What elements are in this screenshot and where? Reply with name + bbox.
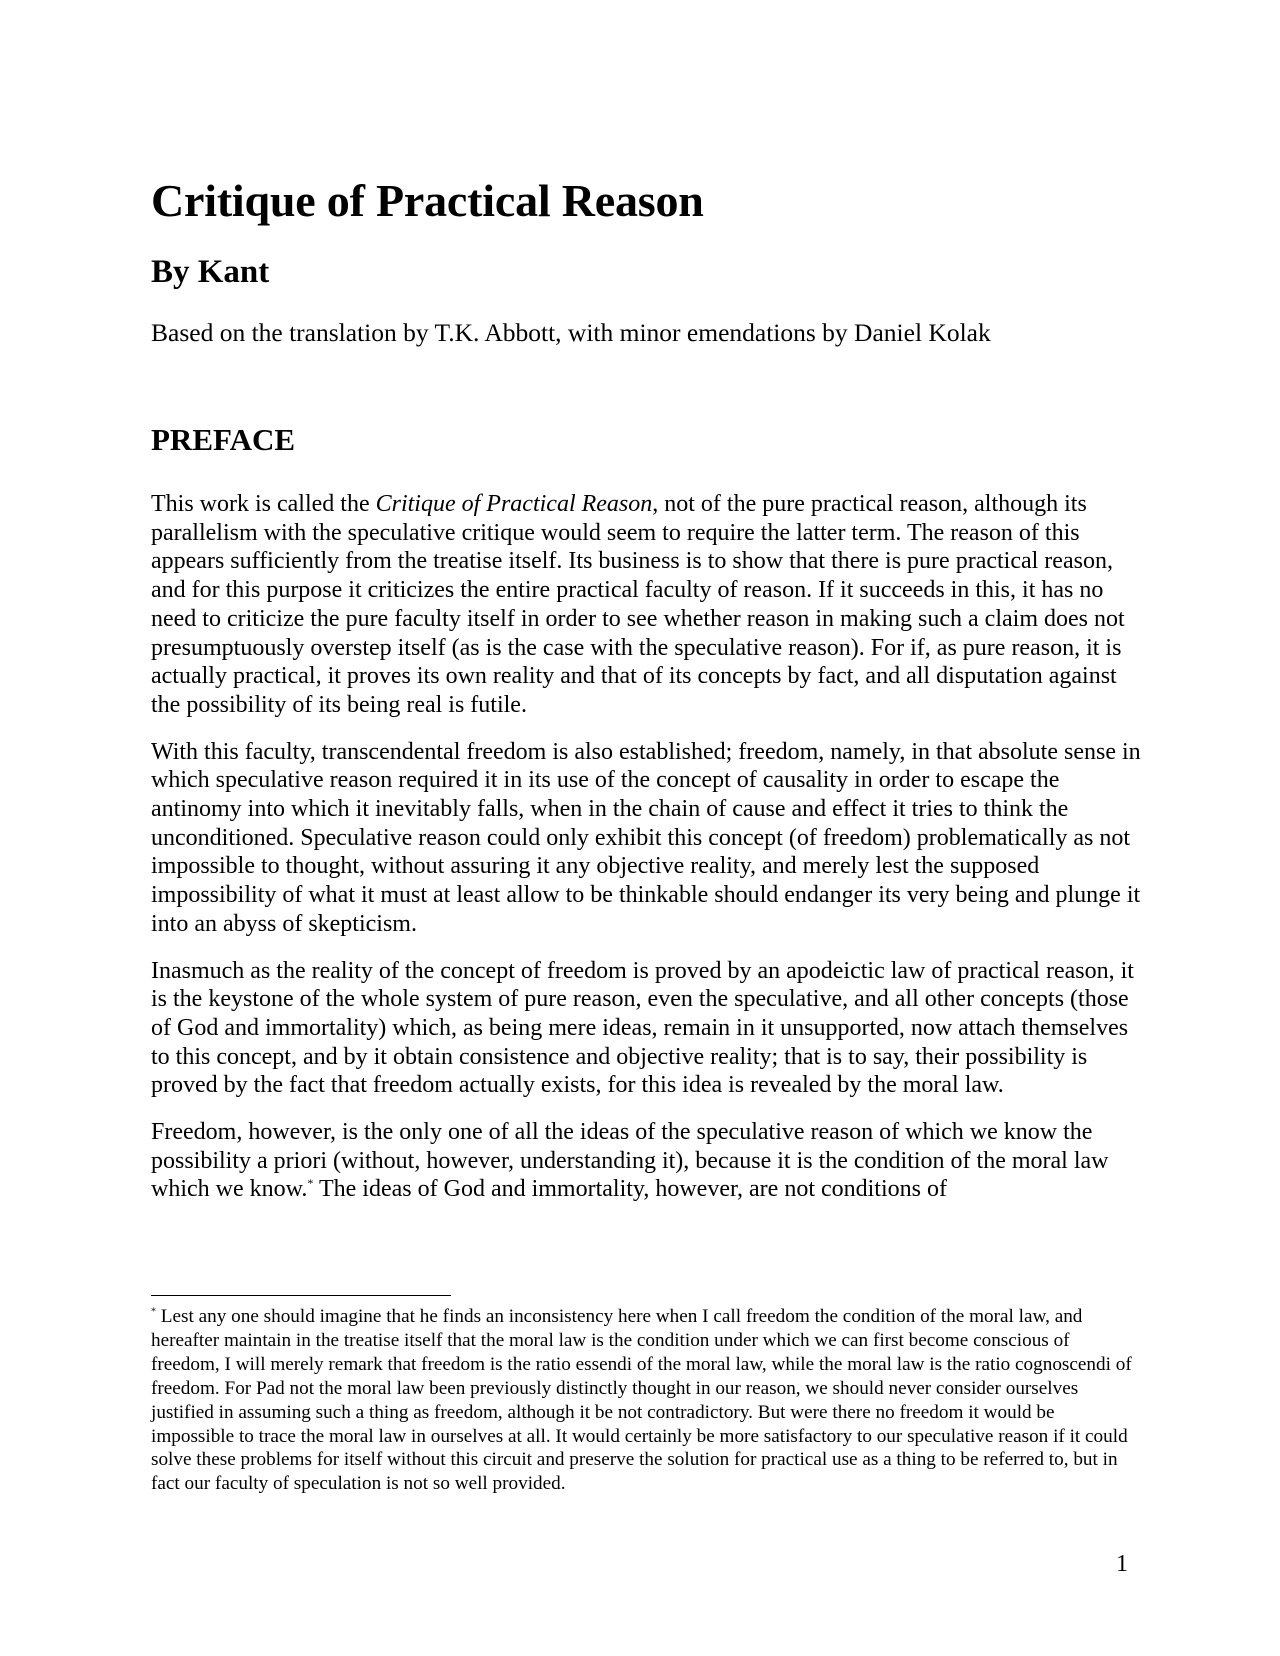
- paragraph-4-start: Freedom, however, is the only one of all the ideas of the speculative reason of which we know the possibility a priori (without, however, understanding it), because it is the condition of the moral law which we know.: [151, 1119, 1109, 1203]
- footnote-mark: *: [151, 1306, 156, 1318]
- footnote-separator: [151, 1295, 451, 1296]
- page-number: 1: [1116, 1551, 1128, 1577]
- paragraph-4: [151, 1118, 1141, 1204]
- book-title-italic: Critique of Practical Reason: [375, 491, 653, 517]
- section-heading-preface: PREFACE: [151, 422, 296, 457]
- preface-body: [151, 490, 1141, 1204]
- paragraph-1-rest: , not of the pure practical reason, although its parallelism with the speculative critique would seem to require the latter term. The reason of this appears sufficiently from the treatise itself. Its business is to show that there is pure practical reason, and for this purpose it criticizes the entire practical faculty of reason. If it succeeds in this, it has no need to criticize the pure faculty itself in order to see whether reason in making such a claim does not presumptuously overstep itself (as is the case with the speculative reason). For if, as pure reason, it is actually practical, it proves its own reality and that of its concepts by fact, and all disputation against the possibility of its being real is futile.: [151, 491, 1125, 718]
- footnote: [151, 1305, 1141, 1496]
- paragraph-4-rest: The ideas of God and immortality, however, are not conditions of: [313, 1176, 947, 1203]
- footnote-text: [151, 1305, 1141, 1496]
- translation-note: Based on the translation by T.K. Abbott, with minor emendations by Daniel Kolak: [151, 318, 991, 347]
- paragraph-1: [151, 490, 1141, 720]
- footnote-reference-mark[interactable]: *: [307, 1176, 314, 1191]
- document-title: Critique of Practical Reason: [151, 175, 704, 226]
- main-content: [151, 172, 1141, 1204]
- paragraph-1-start: This work is called the: [151, 491, 376, 517]
- paragraph-2: With this faculty, transcendental freedom is also established; freedom, namely, in that absolute sense in which speculative reason required it in its use of the concept of causality in order to escape the antinomy into which it inevitably falls, when in the chain of cause and effect it tries to think the unconditioned. Speculative reason could only exhibit this concept (of freedom) problematically as not impossible to thought, without assuring it any objective reality, and merely lest the supposed impossibility of what it must at least allow to be thinkable should endanger its very being and plunge it into an abyss of skepticism.: [151, 738, 1141, 937]
- paragraph-3: Inasmuch as the reality of the concept of freedom is proved by an apodeictic law of practical reason, it is the keystone of the whole system of pure reason, even the speculative, and all other concepts (those of God and immortality) which, as being mere ideas, remain in it unsupported, now attach themselves to this concept, and by it obtain consistence and objective reality; that is to say, their possibility is proved by the fact that freedom actually exists, for this idea is revealed by the moral law.: [151, 957, 1134, 1099]
- footnote-body: Lest any one should imagine that he finds an inconsistency here when I call freedom the condition of the moral law, and hereafter maintain in the treatise itself that the moral law is the condition under which we can first become conscious of freedom, I will merely remark that freedom is the ratio essendi of the moral law, while the moral law is the ratio cognoscendi of freedom. For Pad not the moral law been previously distinctly thought in our reason, we should never consider ourselves justified in assuming such a thing as freedom, although it be not contradictory. But were there no freedom it would be impossible to trace the moral law in ourselves at all. It would certainly be more satisfactory to our speculative reason if it could solve these problems for itself without this circuit and preserve the solution for practical use as a thing to be referred to, but in fact our faculty of speculation is not so well provided.: [151, 1306, 1132, 1495]
- author-line: By Kant: [151, 254, 270, 290]
